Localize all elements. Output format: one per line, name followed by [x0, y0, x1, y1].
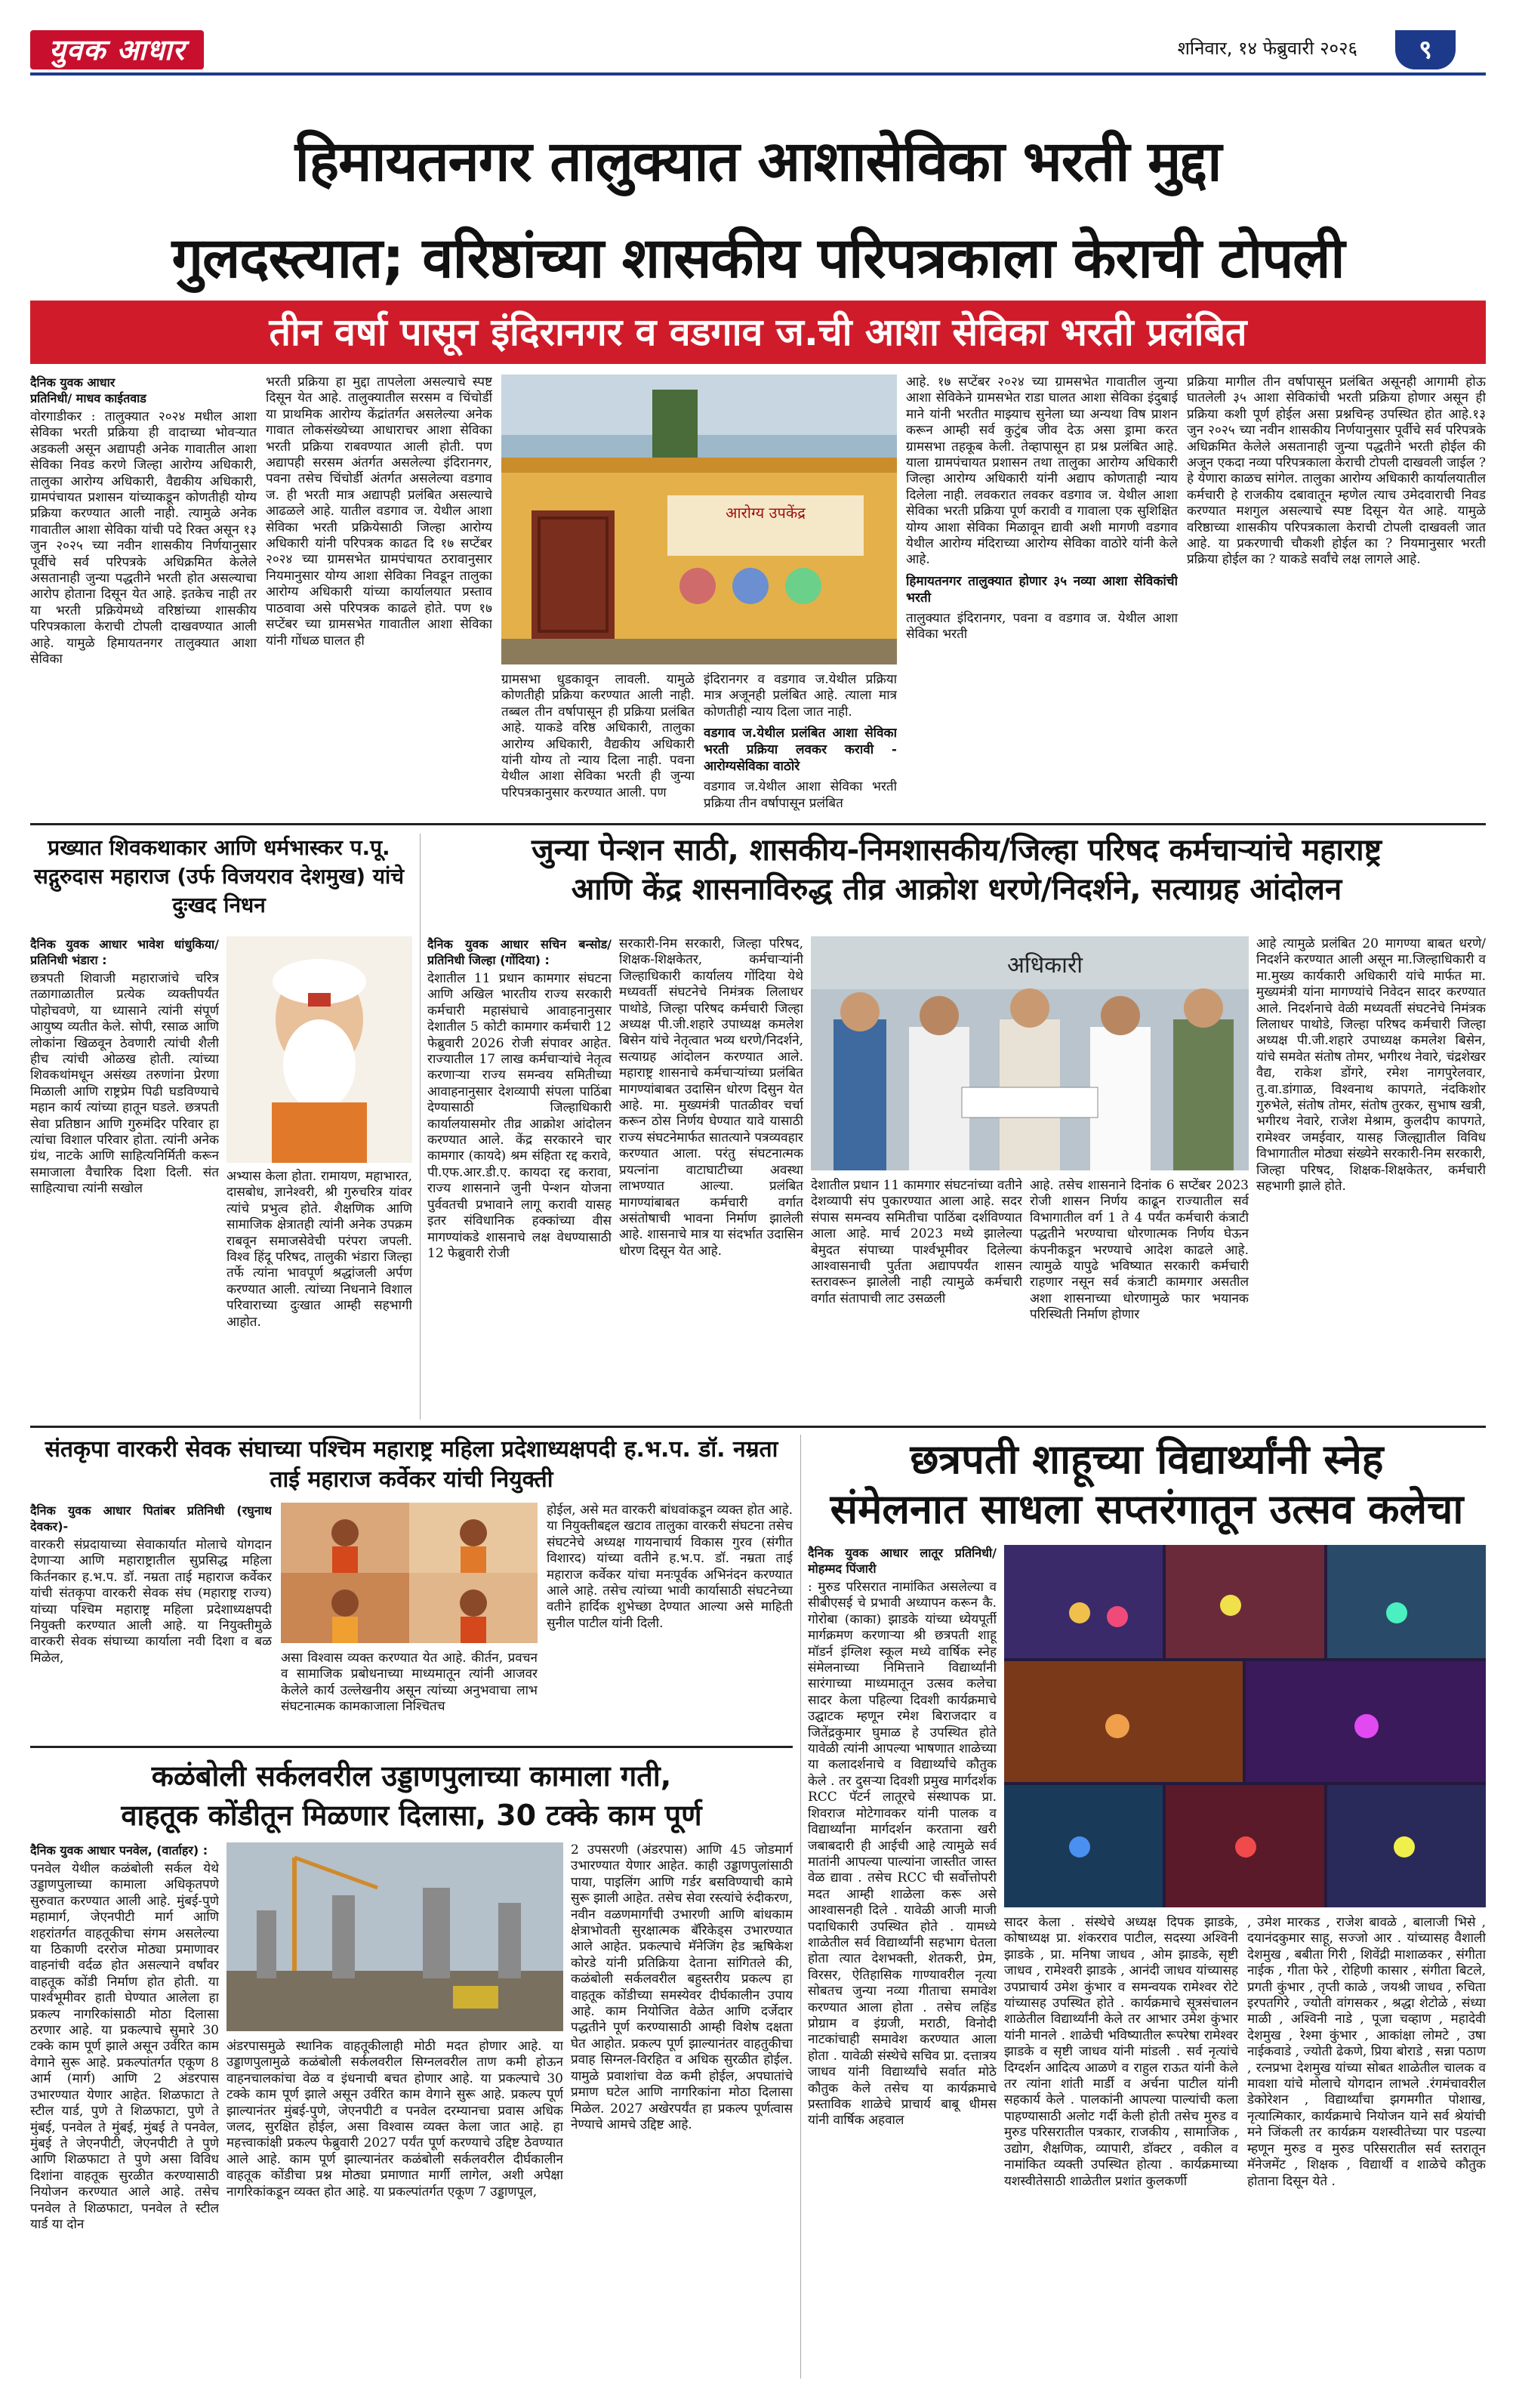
story3-column-1: [427, 936, 612, 1420]
story5-column-1: [808, 1545, 997, 2379]
section-divider: [30, 1426, 1486, 1428]
story4-photo: [281, 1503, 538, 1643]
story1-headline: [30, 113, 1486, 307]
story1-headline-line1: हिमायतनगर तालुक्यात आशासेविका भरती मुद्दा: [294, 129, 1222, 194]
story5-text-1: : मुरुड परिसरात नामांकित असलेल्या व सीबीएसई चे प्रभावी अध्यापन करून कै. गोरोबा (काका) झाडके यांच्या ध्येयपूर्ती मार्गक्रमण करणाऱ्या श्री छत्रपती शाहू मॉडर्न इंग्लिश स्कूल मध्ये वार्षिक स्नेह संमेलनाच्या निमित्ताने विद्यार्थ्यांनी सारंगाच्या माध्यमातून उत्सव कलेचा सादर केला पहिल्या दिवशी कार्यक्रमाचे उद्घाटक म्हणून रमेश बिराजदार व जितेंद्रकुमार घुमाळ हे उपस्थित होते यावेळी त्यांनी आपल्या भाषणात शाळेच्या या कलादर्शनाचे व विद्यार्थ्यांचे कौतुक केले . तर दुसऱ्या दिवशी प्रमुख मार्गदर्शक RCC पॅटर्न लातूरचे संस्थापक प्रा. शिवराज मोटेगावकर यांनी पालक व विद्यार्थ्यांना मार्गदर्शन करताना खरी जबाबदारी ही आईची आहे त्यामुळे सर्व मातांनी आपल्या पाल्यांना जास्तीत जास्त वेळ द्यावा . तसेच RCC ची सर्वोत्तोपरी मदत आम्ही शाळेला करू असे आश्वासनही दिले . यावेळी आजी माजी पदाधिकारी उपस्थित होते . यामध्ये शाळेतील सर्व विद्यार्थ्यांनी सहभाग घेतला होता त्यात देशभक्ती, शेतकरी, प्रेम, विरसर, ऐतिहासिक गाण्यावरील नृत्या सोबतच जुन्या नव्या गीताचा समावेश करण्यात आला होता . तसेच लहिंड प्रोग्राम व इंग्रजी, मराठी, विनोदी नाटकांचाही समावेश करण्यात आला होता . यावेळी संस्थेचे सचिव प्रा. दत्तात्रय जाधव यांनी विद्यार्थ्यांचे सर्वात मोठे कौतुक केले तसेच या कार्यक्रमाचे प्रस्ताविक शाळेचे प्राचार्य बाबू धीमस यांनी वार्षिक अहवाल: [808, 1580, 997, 2129]
story1-photo: [501, 375, 897, 664]
story2-text-2: अभ्यास केला होता. रामायण, महाभारत, दासबोध, ज्ञानेश्वरी, श्री गुरुचरित्र यांवर त्यांचे प्रभुत्व होते. शैक्षणिक आणि सामाजिक क्षेत्रातही त्यांनी अनेक उपक्रम राबवून समाजसेवेची परंपरा जपली. विश्व हिंदू परिषद, तालुकी भंडारा जिल्हा तर्फे त्यांना भावपूर्ण श्रद्धांजली अर्पण करण्यात आली. त्यांच्या निधनाने विशाल परिवाराच्या दुःखात आम्ही सहभागी आहोत.: [226, 1169, 412, 1330]
protest-memorandum-photo-image: [811, 936, 1249, 1170]
story3-byline: दैनिक युवक आधार सचिन बन्सोड/प्रतिनिधी जिल्हा (गोंदिया) :: [427, 937, 612, 967]
story1-text-1: वोरगाडीकर : तालुक्यात २०२४ मधील आशा सेविका भरती प्रक्रिया ही वादाच्या भोवऱ्यात अडकली असून अद्यापही अनेक गावातील आशा सेविका निवड करणे जिल्हा आरोग्य अधिकारी, तालुका आरोग्य अधिकारी, वैद्यकीय अधिकारी, ग्रामपंचायत प्रशासन यांच्याकडून कोणतीही योग्य प्रक्रिया करण्यात आली नाही. त्यामुळे अनेक गावातील आशा सेविका यांची पदे रिक्त असून १३ जुन २०२५ च्या नवीन शासकीय निर्णयानुसार पूर्वीचे सर्व परिपत्रके अधिक्रमित केलेले असतानाही जुन्या पद्धतीने भरती होत असल्याचा आरोप होताना दिसून येत आहे. इतकेच नाही तर या भरती प्रक्रियेमध्ये वरिष्ठांच्या शासकीय परिपत्रकाला केराची टोपली दाखवण्यात आली आहे. यामुळे हिमायतनगर तालुक्यात आशा सेविका: [30, 409, 257, 668]
story6-text-3: 2 उपसरणी (अंडरपास) आणि 45 जोडमार्ग उभारण्यात येणार आहेत. काही उड्डाणपुलांसाठी पाया, पाइलिंग आणि गर्डर बसविण्याची कामे सुरू झाली आहेत. तसेच सेवा रस्त्यांचे रुंदीकरण, नवीन वळणमार्गांची उभारणी आणि बांधकाम क्षेत्राभोवती सुरक्षात्मक बॅरिकेड्स उभारण्यात आले आहेत. प्रकल्पाचे मॅनेजिंग हेड ऋषिकेश कोरडे यांनी प्रतिक्रिया देताना सांगितले की, कळंबोली सर्कलवरील बहुस्तरीय प्रकल्प हा वाहतूक कोंडीच्या समस्येवर दीर्घकालीन उपाय आहे. काम नियोजित वेळेत आणि दर्जेदार पद्धतीने पूर्ण करण्यासाठी आम्ही विशेष दक्षता घेत आहोत. प्रकल्प पूर्ण झाल्यानंतर वाहतुकीचा प्रवाह सिग्नल-विरहित व अधिक सुरळीत होईल. यामुळे प्रवाशांचा वेळ कमी होईल, अपघातांचे प्रमाण घटेल आणि नागरिकांना मोठा दिलासा मिळेल. 2027 अखेरपर्यंत हा प्रकल्प पूर्णत्वास नेण्याचे आमचे उद्दिष्ट आहे.: [571, 1842, 793, 2132]
photo-sign-text: आरोग्य उपकेंद्र: [726, 504, 806, 522]
story1-column-2: [266, 375, 492, 816]
health-center-photo-image: [501, 375, 897, 664]
maharaj-portrait-image: [226, 936, 412, 1163]
story6-photo: [226, 1842, 563, 2031]
kirtankar-collage-image: [281, 1503, 538, 1643]
story5-photo: [1004, 1545, 1486, 1907]
story5-text-3: , उमेश मारकड , राजेश बावळे , बालाजी भिसे , दयानंदकुमार साहू, सज्जो आर . यांच्यासह वैशाली देशमुख , बबीता गिरी , शिवेंद्री माशाळकर , संगीता नाईक , गीता फेरे , रोहिणी कासार , संगीता बिटले, प्रगती कुंभार , तृप्ती काळे , जयश्री जाधव , रुचिता इरपतगिरे , ज्योती वांगसकर , श्रद्धा शेटोळे , संध्या माळी , अश्विनी नाडे , पूजा चव्हाण , महादेवी देशमुख , रेश्मा कुंभार , आकांक्षा लोमटे , उषा नाईकवाडे , ज्योती ढेकणे, प्रिया बोराडे , सन्ना पठाण , रत्नप्रभा देशमुख यांच्या सोबत शाळेतील चालक व मावशा यांचे मोलाचे योगदान लाभले .रंगमंचावरील डेकोरेशन , विद्यार्थ्यांचा झगमगीत पोशाख, नृत्यात्मिकार, कार्यक्रमाचे नियोजन याने सर्व श्रेयांची मने जिंकली तर कार्यक्रम यशस्वीतेच्या पार पडल्या म्हणून मुरुड व मुरुड परिसरातील सर्व स्तरातून मॅनेजमेंट , शिक्षक , विद्यार्थी व शाळेचे कौतुक होताना दिसून येते .: [1247, 1915, 1486, 2189]
story6-column-2: [226, 2039, 563, 2379]
story6-column-3: [571, 1842, 793, 2379]
story1-text-5: आहे. १७ सप्टेंबर २०२४ च्या ग्रामसभेत गावातील जुन्या आशा सेविकेने ग्रामसभेत राडा घालत आशा सेविका इंदुबाई माने यांनी भरतीत माझ्याच सुनेला घ्या अन्यथा विष प्राशन करून आम्ही सर्व कुटुंब जीव देऊ असा ड्रामा करत ग्रामसभा तहकूब केली. तेव्हापासून हा प्रश्न प्रलंबित आहे. याला ग्रामपंचायत प्रशासन तथा तालुका आरोग्य अधिकारी जिल्हा आरोग्य अधिकारी यांनी अद्याप कोणताही न्याय दिलेला नाही. लवकरात लवकर वडगाव ज. येथील आशा सेविका भरती प्रक्रिया पूर्ण करावी व गावाला एक सुशिक्षित योग्य आशा सेविका मिळावून द्यावी अशी मागणी वडगाव येथील आरोग्य मंदिराच्या आरोग्य सेविका वाठोरे यांनी केले आहे.: [906, 375, 1178, 568]
story3-column-2: [619, 936, 803, 1420]
story2-column-1: [30, 936, 219, 1420]
story1-column-4: [704, 672, 897, 816]
story4-text-2: असा विश्वास व्यक्त करण्यात येत आहे. कीर्तन, प्रवचन व सामाजिक प्रबोधनाच्या माध्यमातून त्यांनी आजवर केलेले कार्य उल्लेखनीय असून त्यांच्या अनुभवाचा लाभ संघटनात्मक कामकाजाला निश्चितच: [281, 1651, 538, 1715]
story3-text-3: देशातील प्रधान 11 कामगार संघटनांच्या वतीने देशव्यापी संप पुकारण्यात आला आहे. सदर संपास समन्वय समितीचा पाठिंबा दर्शविण्यात आला आहे. मार्च 2023 मध्ये झालेल्या बेमुदत संपाच्या पार्श्वभूमीवर दिलेल्या आश्वासनाची पुर्तता अद्यापपर्यंत शासन स्तरावरून झालेली नाही त्यामुळे कर्मचारी वर्गात संतापाची लाट उसळली: [811, 1178, 1022, 1306]
newspaper-logo: युवक आधार: [30, 30, 204, 69]
story4-column-1: [30, 1503, 272, 1737]
story3-text-5: आहे त्यामुळे प्रलंबित 20 मागण्या बाबत धरणे/निदर्शने करण्यात आली असून मा.जिल्हाधिकारी व मा.मुख्य कार्यकारी अधिकारी यांचे मार्फत मा. मुख्यमंत्री यांना मागण्यांचे निवेदन सादर करण्यात आले. निदर्शनाचे वेळी मध्यवर्ती संघटनेचे निमंत्रक लिलाधर पाथोडे, जिल्हा परिषद कर्मचारी जिल्हा अध्यक्ष पी.जी.शहारे उपाध्यक्ष कमलेश बिसेन, यांचे समवेत संतोष तोमर, भगीरथ नेवारे, चंद्रशेखर वैद्य, राकेश डोंगरे, रमेश नागपुरेलवार, तु.वा.डांगाळ, विश्वनाथ कापगते, नंदकिशोर गुरुभेले, संतोष तोमर, संतोष तुरकर, सुभाष खत्री, भगीरथ नेवारे, राजेश मेश्राम, कुलदीप कापगते, रामेश्वर जमईवार, यासह जिल्ह्यातील विविध विभागातील मोठ्या संख्येने सरकारी-निम सरकारी, जिल्हा परिषद, शिक्षक-शिक्षकेतर, कर्मचारी सहभागी झाले होते.: [1256, 936, 1486, 1195]
story2-photo: [226, 936, 412, 1163]
flyover-construction-image: [226, 1842, 563, 2031]
story6-headline-line2: वाहतूक कोंडीतून मिळणार दिलासा, 30 टक्के काम पूर्ण: [121, 1799, 702, 1832]
section-divider: [30, 1746, 793, 1748]
column-divider: [800, 1435, 801, 2379]
story1-text-5b: तालुक्यात इंदिरानगर, पवना व वडगाव ज. येथील आशा सेविका भरती: [906, 610, 1178, 643]
story1-column-6: [1187, 375, 1486, 816]
story4-column-2: [281, 1651, 538, 1737]
story1-text-2: भरती प्रक्रिया हा मुद्दा तापलेला असल्याचे स्पष्ट दिसून येत आहे. तालुक्यातील सरसम व चिंचोर्डी या प्राथमिक आरोग्य केंद्रांतर्गत असलेल्या अनेक गावात लोकसंख्येच्या आधाराचर आशा सेविका भरती प्रक्रिया राबवण्यात आली होती. पण अद्यापही सरसम अंतर्गत असलेल्या इंदिरानगर, पवना तसेच चिंचोर्डी अंतर्गत असलेल्या वडगाव ज. ही भरती मात्र अद्यापही प्रलंबित असल्याचे आढळले आहे. यातील वडगाव ज. येथील आशा सेविका भरती प्रक्रियेसाठी जिल्हा आरोग्य अधिकारी यांनी परिपत्रक काढत दि १७ सप्टेंबर २०२४ च्या ग्रामसभेत ग्रामपंचायत ठरावानुसार नियमानुसार योग्य आशा सेविका निवडून तालुका आरोग्य अधिकारी यांच्या कार्यालयात प्रस्ताव पाठवावा असे परिपत्रक काढले होते. पण १७ सप्टेंबर च्या ग्रामसभेत गावातील आशा सेविका यांनी गोंधळ घालत ही: [266, 375, 492, 649]
story4-text-1: वारकरी संप्रदायाच्या सेवाकार्यात मोलाचे योगदान देणाऱ्या आणि महाराष्ट्रातील सुप्रसिद्ध महिला किर्तनकार ह.भ.प. डॉ. नम्रता ताई महाराज कर्वेकर यांची संतकृपा वारकरी सेवक संघ (महाराष्ट्र राज्य) यांच्या पश्चिम महाराष्ट्र महिला प्रदेशाध्यक्षपदी नियुक्ती करण्यात आली आहे. या नियुक्तीमुळे वारकरी सेवक संघाच्या कार्याला नवी दिशा व बळ मिळेल,: [30, 1537, 272, 1666]
story4-text-3: होईल, असे मत वारकरी बांधवांकडून व्यक्त होत आहे. या नियुक्तीबद्दल खटाव तालुका वारकरी संघटना तसेच संघटनेचे अध्यक्ष गायनाचार्य विकास गुरव (संगीत विशारद) यांच्या वतीने ह.भ.प. डॉ. नम्रता ताई महाराज कर्वेकर यांचा मनःपूर्वक अभिनंदन करण्यात आले आहे. तसेच त्यांच्या भावी कार्यासाठी संघटनेच्या वतीने हार्दिक शुभेच्छा देण्यात आल्या असे माहिती सुनील पाटील यांनी दिली.: [547, 1503, 793, 1631]
story1-text-4: इंदिरानगर व वडगाव ज.येथील प्रक्रिया मात्र अजूनही प्रलंबित आहे. त्याला मात्र कोणतीही न्याय दिला जात नाही.: [704, 672, 897, 720]
story5-column-3: [1247, 1915, 1486, 2379]
story5-headline-line1: छत्रपती शाहूच्या विद्यार्थ्यांनी स्नेह: [910, 1435, 1384, 1483]
story4-headline: संतकृपा वारकरी सेवक संघाच्या पश्चिम महाराष्ट्र महिला प्रदेशाध्यक्षपदी ह.भ.प. डॉ. नम्रता ताई महाराज कर्वेकर यांची नियुक्ती: [45, 1436, 778, 1493]
story6-headline-line1: कळंबोली सर्कलवरील उड्डाणपुलाच्या कामाला गती,: [151, 1759, 672, 1793]
story3-text-1: देशातील 11 प्रधान कामगार संघटना आणि अखिल भारतीय राज्य सरकारी कर्मचारी महासंघाचे आवाहनानुसार देशातील 5 कोटी कामगार कर्मचारी 12 फेब्रुवारी 2026 रोजी संपावर आहेत. राज्यातील 17 लाख कर्मचाऱ्यांचे नेतृत्व करणाऱ्या राज्य समन्वय समितीच्या आवाहनानुसार देशव्यापी संपला पाठिंबा देण्यासाठी जिल्हाधिकारी कार्यालयासमोर तीव्र आक्रोश आंदोलन करण्यात आले. केंद्र सरकारने चार कामगार (कायदे) श्रम संहिता रद्द करावे, पी.एफ.आर.डी.ए. कायदा रद्द करावा, राज्य शासनाने जुनी पेन्शन योजना पुर्ववतची प्रभावाने लागू करावी यासह इतर संविधानिक हक्कांच्या वीस मागण्यांकडे शासनाचे लक्ष वेधण्यासाठी 12 फेब्रुवारी रोजी: [427, 971, 612, 1261]
story3-column-4: [1030, 1178, 1249, 1420]
masthead: [30, 30, 1486, 76]
story5-byline: दैनिक युवक आधार लातूर प्रतिनिधी/मोहम्मद पिंजारी: [808, 1546, 997, 1576]
story5-headline: [808, 1435, 1486, 1534]
story3-headline: [427, 831, 1486, 909]
story6-text-1: पनवेल येथील कळंबोली सर्कल येथे उड्डाणपुलाच्या कामाला अधिकृतपणे सुरुवात करण्यात आली आहे. मुंबई-पुणे महामार्ग, जेएनपीटी मार्ग आणि शहरांतर्गत वाहतूकीचा संगम असलेल्या या ठिकाणी दररोज मोठ्या प्रमाणावर वाहनांची वर्दळ होत असल्याने वर्षांवर वाहतूक कोंडी निर्माण होत होती. या पार्श्वभूमीवर हाती घेण्यात आलेला हा प्रकल्प नागरिकांसाठी मोठा दिलासा ठरणार आहे. या प्रकल्पाचे सुमारे 30 टक्के काम पूर्ण झाले असून उर्वरित काम वेगाने सुरू आहे. प्रकल्पांतर्गत एकूण 8 आर्म (मार्ग) आणि 2 अंडरपास उभारण्यात येणार आहेत. शिळफाटा ते स्टील यार्ड, पुणे ते शिळफाटा, पुणे ते मुंबई, पनवेल ते मुंबई, मुंबई ते पनवेल, मुंबई ते जेएनपीटी, जेएनपीटी ते पुणे आणि शिळफाटा ते पुणे असा विविध दिशांना वाहतूक सुरळीत करण्यासाठी नियोजन करण्यात आले आहे. तसेच पनवेल ते शिळफाटा, पनवेल ते स्टील यार्ड या दोन: [30, 1861, 219, 2232]
story1-text-6: प्रक्रिया मागील तीन वर्षापासून प्रलंबित असूनही आगामी होऊ घातलेली ३५ आशा सेविकांची भरती प्रक्रिया होणार असून ही प्रक्रिया कशी पूर्ण होईल असा प्रश्नचिन्ह उपस्थित होत आहे.१३ जुन २०२५ च्या नवीन शासकीय निर्णयानुसार पूर्वीचे सर्व परिपत्रके अधिक्रमित केलेले असतानाही जुन्या पद्धतीने भरती होईल की अजून एकदा नव्या परिपत्रकाला केराची टोपली दाखवली जाईल ? हे येणारा काळच सांगेल. तालुका आरोग्य अधिकारी कार्यालयातील कर्मचारी हे राजकीय दबावातून म्हणेल त्याच उमेदवाराची निवड करण्यात मशगुल असल्याचे स्पष्ट दिसून येत आहे. यामुळे वरिष्ठाच्या शासकीय परिपत्रकाला केराची टोपली दाखवली जात आहे. या प्रकरणाची चौकशी होईल का ? नियमानुसार भरती प्रक्रिया होईल का ? याकडे सर्वांचे लक्ष लागले आहे.: [1187, 375, 1486, 568]
story3-text-4: आहे. तसेच शासनाने दिनांक 6 सप्टेंबर 2023 रोजी शासन निर्णय काढून राज्यातील सर्व विभागातील वर्ग 1 ते 4 पर्यंत कर्मचारी कंत्राटी पद्धतीने भरण्याचा धोरणात्मक निर्णय घेऊन कंपनीकडून भरण्याचे आदेश काढले आहे. त्यामुळे यापुढे भविष्यात सरकारी कर्मचारी राहणार नसून सर्व कंत्राटी कामगार असतील अशा शासनाच्या धोरणामुळे फार भयानक परिस्थिती निर्माण होणार: [1030, 1178, 1249, 1323]
story2-column-2: [226, 1169, 412, 1420]
story5-text-2: सादर केला . संस्थेचे अध्यक्ष दिपक झाडके, कोषाध्यक्ष प्रा. शंकरराव पाटील, सदस्या अश्विनी झाडके , प्रा. मनिषा जाधव , ओम झाडके, सृष्टी जाधव , रामेश्वरी झाडके , आनंदी जाधव यांच्यासह उपप्राचार्य उमेश कुंभार व समन्वयक रामेश्वर रोटे यांच्यासह उपस्थित होते . कार्यक्रमाचे सूत्रसंचालन शाळेतील विद्यार्थ्यांनी केले तर आभार उमेश कुंभार यांनी मानले . शाळेची भविष्यातील रूपरेषा रामेश्वर झाडके व सृष्टी जाधव यांनी मांडली . सर्व नृत्यांचे दिग्दर्शन आदित्य आळणे व राहुल राऊत यांनी केले तर त्यांना शांती मार्डी व अर्चना पाटील यांनी सहकार्य केले . पालकांनी आपल्या पाल्यांची कला पाहण्यासाठी अलोट गर्दी केली होती तसेच मुरुड व मुरुड परिसरातील पत्रकार, राजकीय , सामाजिक , उद्योग, शैक्षणिक, व्यापारी, डॉक्टर , वकील व नामांकित व्यक्ती उपस्थित होत्या . कार्यक्रमाच्या यशस्वीतेसाठी शाळेतील प्रशांत कुलकर्णी: [1004, 1915, 1238, 2189]
story3-text-2: सरकारी-निम सरकारी, जिल्हा परिषद, शिक्षक-शिक्षकेतर, कर्मचाऱ्यांनी जिल्हाधिकारी कार्यालय गोंदिया येथे मध्यवर्ती संघटनेचे निमंत्रक लिलाधर पाथोडे, जिल्हा परिषद कर्मचारी जिल्हा अध्यक्ष पी.जी.शहारे उपाध्यक्ष कमलेश बिसेन यांचे नेतृत्वात भव्य धरणे/निदर्शने, सत्याग्रह आंदोलन करण्यात आले. महाराष्ट्र शासनाचे कर्मचाऱ्यांच्या प्रलंबित मागण्यांबाबत उदासिन धोरण दिसुन येत आहे. मा. मुख्यमंत्री पातळीवर चर्चा करून ठोस निर्णय घेण्यात यावे यासाठी राज्य संघटनेमार्फत सातत्याने पत्रव्यवहार करण्यात आला. परंतु संघटनात्मक प्रयत्नांना वाटाघाटीच्या अवस्था लाभण्यात आल्या. प्रलंबित मागण्यांबाबत कर्मचारी वर्गात असंतोषाची भावना निर्माण झालेली आहे. शासनाचे मात्र या संदर्भात उदासिन धोरण दिसून येत आहे.: [619, 936, 803, 1259]
story4-byline: दैनिक युवक आधार पितांबर प्रतिनिधी (रघुनाथ देवकर)-: [30, 1503, 272, 1534]
column-divider: [420, 834, 421, 1420]
story1-column-1: [30, 375, 257, 816]
annual-gathering-collage-image: [1004, 1545, 1486, 1907]
page-number: ९: [1395, 30, 1456, 69]
byline: दैनिक युवक आधार: [30, 375, 116, 390]
story3-headline-line2: आणि केंद्र शासनाविरुद्ध तीव्र आक्रोश धरणे/निदर्शने, सत्याग्रह आंदोलन: [571, 872, 1342, 907]
story1-headline-line2: गुलदस्त्यात; वरिष्ठांच्या शासकीय परिपत्रकाला केराची टोपली: [171, 226, 1345, 291]
story2-byline: दैनिक युवक आधार भावेश धांधुकिया/ प्रतिनिधी भंडारा :: [30, 937, 219, 967]
story1-subhead-1: वडगाव ज.येथील प्रलंबित आशा सेविका भरती प्रक्रिया लवकर करावी - आरोग्यसेविका वाठोरे: [704, 726, 897, 775]
story1-text-4b: वडगाव ज.येथील आशा सेविका भरती प्रक्रिया तीन वर्षापासून प्रलंबित: [704, 779, 897, 811]
story3-headline-line1: जुन्या पेन्शन साठी, शासकीय-निमशासकीय/जिल्हा परिषद कर्मचाऱ्यांचे महाराष्ट्र: [532, 833, 1382, 868]
story3-column-3: [811, 1178, 1022, 1420]
story3-photo: [811, 936, 1249, 1170]
byline-reporter: प्रतिनिधी/ माधव काईतवाड: [30, 391, 146, 405]
issue-date: शनिवार, १४ फेब्रुवारी २०२६: [1177, 38, 1357, 59]
story2-text-1: छत्रपती शिवाजी महाराजांचे चरित्र तळागाळातील प्रत्येक व्यक्तीपर्यंत पोहोचवणे, या ध्यासाने त्यांनी संपूर्ण आयुष्य व्यतीत केले. सोपी, रसाळ आणि लोकांना खिळवून ठेवणारी त्यांची शैली हीच त्यांची ओळख होती. त्यांच्या शिवकथांमधून असंख्य तरुणांना प्रेरणा मिळाली आणि राष्ट्रप्रेम पिढी घडविण्याचे महान कार्य त्यांच्या हातून घडले. छत्रपती सेवा प्रतिष्ठान आणि गुरुमंदिर परिवार हा त्यांचा विशाल परिवार होता. त्यांनी अनेक ग्रंथ, नाटके आणि साहित्यनिर्मिती करून समाजाला वैचारिक दिशा दिली. संत साहित्याचा त्यांनी सखोल: [30, 971, 219, 1197]
story1-subhead-2: हिमायतनगर तालुक्यात होणार ३५ नव्या आशा सेविकांची भरती: [906, 573, 1178, 606]
story6-column-1: [30, 1842, 219, 2379]
photo-sign-label: अधिकारी: [1007, 952, 1083, 979]
story1-column-3: [501, 672, 695, 816]
story5-column-2: [1004, 1915, 1238, 2379]
story6-text-2: अंडरपासमुळे स्थानिक वाहतूकीलाही मोठी मदत होणार आहे. या उड्डाणपुलामुळे कळंबोली सर्कलवरील सिग्नलवरील ताण कमी होऊन वाहनचालकांचा वेळ व इंधनाची बचत होणार आहे. या प्रकल्पाचे 30 टक्के काम पूर्ण झाले असून उर्वरित काम वेगाने सुरू आहे. प्रकल्प पूर्ण झाल्यानंतर मुंबई-पुणे, जेएनपीटी व पनवेल दरम्यानचा प्रवास अधिक जलद, सुरक्षित होईल, असा विश्वास व्यक्त केला जात आहे. हा महत्त्वाकांक्षी प्रकल्प फेब्रुवारी 2027 पर्यंत पूर्ण करण्याचे उद्दिष्ट ठेवण्यात आले आहे. काम पूर्ण झाल्यानंतर कळंबोली सर्कलवरील दीर्घकालीन वाहतूक कोंडीचा प्रश्न मोठ्या प्रमाणात मार्गी लागेल, अशी अपेक्षा नागरिकांकडून व्यक्त होत आहे. या प्रकल्पांतर्गत एकूण 7 उड्डाणपूल,: [226, 2039, 563, 2200]
story2-headline: प्रख्यात शिवकथाकार आणि धर्मभास्कर प.पू. सद्गुरुदास महाराज (उर्फ विजयराव देशमुख) यांचे दुःखद निधन: [33, 835, 405, 917]
story1-text-3: ग्रामसभा धुडकावून लावली. यामुळे कोणतीही प्रक्रिया करण्यात आली नाही. तब्बल तीन वर्षापासून ही प्रक्रिया प्रलंबित आहे. याकडे वरिष्ठ अधिकारी, तालुका आरोग्य अधिकारी, वैद्यकीय अधिकारी यांनी योग्य तो न्याय दिला नाही. पवना येथील आशा सेविका भरती ही जुन्या परिपत्रकानुसार करण्यात आली. पण: [501, 672, 695, 800]
story3-column-5: [1256, 936, 1486, 1420]
story6-headline: [30, 1756, 793, 1835]
section-divider: [30, 823, 1486, 825]
story5-headline-line2: संमेलनात साधला सप्तरंगातून उत्सव कलेचा: [830, 1485, 1464, 1533]
story1-strap: तीन वर्षा पासून इंदिरानगर व वडगाव ज.ची आशा सेविका भरती प्रलंबित: [30, 301, 1486, 364]
story6-byline: दैनिक युवक आधार पनवेल, (वार्ताहर) :: [30, 1843, 208, 1858]
story4-column-3: [547, 1503, 793, 1737]
story1-column-5: [906, 375, 1178, 816]
